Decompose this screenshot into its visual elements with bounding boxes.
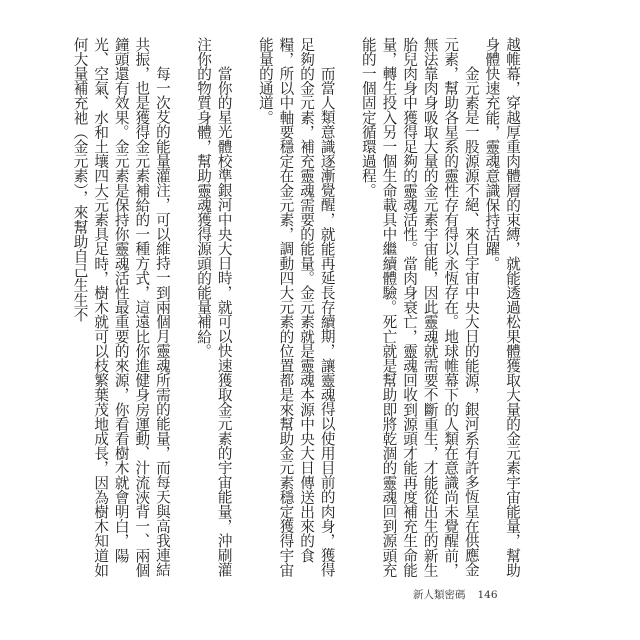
paragraph: 越帷幕，穿越厚重肉體層的束縛，就能透過松果體獲取大量的金元素宇宙能量，幫助身體快速充能，靈魂意識保持活躍。 [483,37,521,578]
paragraph: 每一次䒘的能量灌注，可以維持一到兩個月靈魂所需的能量，而每天與高我連結共振，也是獲得金元素補給的一種方式，這遠比你進健身房運動、汁流浹背一、兩個鐘頭還有效果。金元素是保持你靈魂活性最重要的來源，你看看樹木就會明白，陽光、空氣、水和土壤四大元素具足時，樹木就可以枝繁葉茂地成長，因為樹木知道如何大量補充祂（金元素），來幫助自己生生不 [71,37,171,578]
body-text [71,37,522,583]
paragraph: 而當人類意識逐漸覺醒，就能再延長存續期，讓靈魂得以使用目前的肉身，獲得足夠的金元素，補充靈魂需要的能量。金元素就是靈魂本源中央大日傳送出來的食糧，所以中軸要穩定在金元素，調動四大元素的位置都是來幫助金元素穩定獲得宇宙能量的通道。 [256,37,336,578]
running-title: 新人類密碼 [413,589,466,601]
page-footer [413,587,498,602]
page-number: 146 [477,588,498,601]
paragraph: 當你的星光體校準銀河中央大日時，就可以快速獲取金元素的宇宙能量，沖刷灌注你的物質身體，幫助靈魂獲得源頭的能量補給。 [195,37,233,578]
paragraph: 金元素是一股源源不絕、來自宇宙中央大日的能源，銀河系有許多恆星在供應金元素，幫助各星系的靈性存有得以永恆存在。地球帷幕下的人類在意識尚未覺醒前，無法靠肉身吸取大量的金元素宇宙能，因此靈魂就需要不斷重生，才能從出生的新生胎兒肉身中獲得足夠的靈魂活性。當肉身衰亡，靈魂回收到源頭才能再度補充生命能量，轉生投入另一個生命載具中繼續體驗。死亡就是幫助即將乾涸的靈魂回到源頭充能的一個固定循環過程。 [359,37,480,578]
